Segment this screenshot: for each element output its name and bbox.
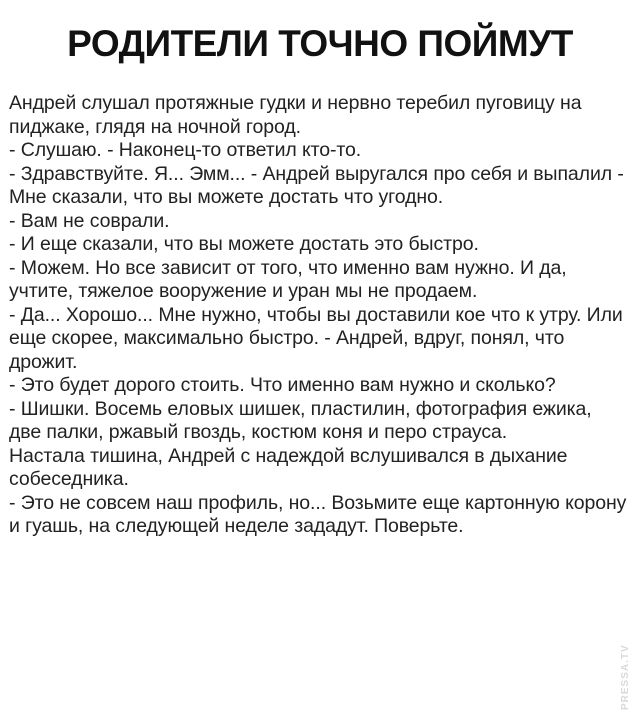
story-paragraph: - Да... Хорошо... Мне нужно, чтобы вы доставили кое что к утру. Или еще скорее, максимально быстро. - Андрей, вдруг, понял, что дрожит.: [9, 303, 623, 373]
story-paragraph: - Слушаю. - Наконец-то ответил кто-то.: [9, 139, 362, 161]
story-paragraph: - Это будет дорого стоить. Что именно вам нужно и сколько?: [9, 374, 556, 396]
story-paragraph: Настала тишина, Андрей с надеждой вслушивался в дыхание собеседника.: [9, 444, 568, 490]
story-paragraph: Андрей слушал протяжные гудки и нервно теребил пуговицу на пиджаке, глядя на ночной город.: [9, 92, 582, 138]
story-paragraph: - Вам не соврали.: [9, 209, 170, 232]
story-paragraph: - Здравствуйте. Я... Эмм... - Андрей выругался про себя и выпалил - Мне сказали, что вы можете достать что угодно.: [9, 162, 624, 208]
document-title: РОДИТЕЛИ ТОЧНО ПОЙМУТ: [67, 23, 573, 64]
story-text: [9, 92, 627, 539]
story-paragraph: - И еще сказали, что вы можете достать это быстро.: [9, 233, 479, 255]
story-paragraph: - Это не совсем наш профиль, но... Возьмите еще картонную корону и гуашь, на следующей неделе зададут. Поверьте.: [9, 491, 627, 537]
story-paragraph: - Можем. Но все зависит от того, что именно вам нужно. И да, учтите, тяжелое вооружение и уран мы не продаем.: [9, 256, 567, 302]
watermark: PRESSA.TV: [620, 644, 631, 710]
story-paragraph: - Шишки. Восемь еловых шишек, пластилин, фотография ежика, две палки, ржавый гвоздь, костюм коня и перо страуса.: [9, 397, 592, 443]
